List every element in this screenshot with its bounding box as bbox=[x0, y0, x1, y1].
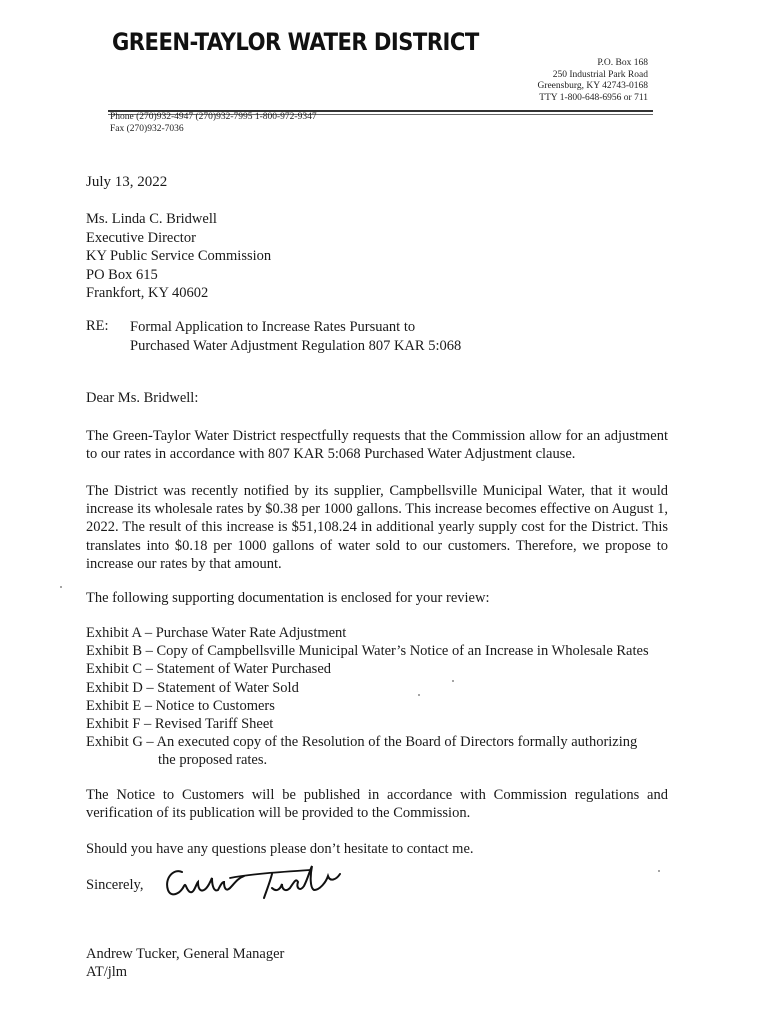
exhibit-item: Exhibit D – Statement of Water Sold bbox=[86, 679, 299, 696]
exhibit-item: Exhibit A – Purchase Water Rate Adjustment bbox=[86, 625, 347, 641]
exhibit-item: Exhibit B – Copy of Campbellsville Municipal Water’s Notice of an Increase in Wholesale Rates bbox=[86, 643, 649, 660]
fax-line: Fax (270)932-7036 bbox=[110, 123, 184, 134]
recipient-address bbox=[86, 210, 271, 303]
salutation: Dear Ms. Bridwell: bbox=[86, 390, 199, 406]
exhibit-item: Exhibit C – Statement of Water Purchased bbox=[86, 661, 332, 678]
address-line: TTY 1-800-648-6956 or 711 bbox=[539, 92, 648, 103]
exhibit-list bbox=[86, 624, 676, 770]
exhibit-item-g-continued: the proposed rates. bbox=[158, 752, 268, 769]
exhibit-item: Exhibit F – Revised Tariff Sheet bbox=[86, 716, 274, 733]
complimentary-close: Sincerely, bbox=[86, 877, 144, 893]
subject-text bbox=[130, 318, 461, 355]
recipient-line: Executive Director bbox=[86, 229, 196, 246]
address-line: P.O. Box 168 bbox=[597, 58, 648, 68]
exhibit-item: Exhibit E – Notice to Customers bbox=[86, 697, 275, 714]
address-line: 250 Industrial Park Road bbox=[552, 69, 648, 80]
paragraph-notice: The Notice to Customers will be published in accordance with Commission regulations and verification of its publication will be provided to the Commission. bbox=[86, 787, 668, 822]
scan-speck bbox=[418, 694, 420, 696]
paragraph-questions: Should you have any questions please don’t hesitate to contact me. bbox=[86, 841, 474, 857]
paragraph-request: The Green-Taylor Water District respectfully requests that the Commission allow for an adjustment to our rates in accordance with 807 KAR 5:068 Purchased Water Adjustment clause. bbox=[86, 428, 668, 463]
scan-speck bbox=[658, 870, 660, 872]
subject-line: Formal Application to Increase Rates Pursuant to bbox=[130, 319, 416, 335]
letterhead-phone bbox=[110, 112, 317, 135]
scan-speck bbox=[452, 680, 454, 682]
paragraph-notification: The District was recently notified by its supplier, Campbellsville Municipal Water, that it would increase its wholesale rates by $0.38 per 1000 gallons. This increase becomes effective on August 1, 2022. The result of this increase is $51,108.24 in additional yearly supply cost for the District. This translates into $0.18 per 1000 gallons of water sold to our customers. Therefore, we propose to increase our rates by that amount. bbox=[86, 483, 668, 572]
letterhead-organization: GREEN-TAYLOR WATER DISTRICT bbox=[112, 28, 479, 56]
typist-initials: AT/jlm bbox=[86, 964, 128, 980]
recipient-line: KY Public Service Commission bbox=[86, 248, 272, 264]
scan-speck bbox=[60, 586, 62, 588]
letter-date: July 13, 2022 bbox=[86, 174, 168, 190]
subject-line: Purchased Water Adjustment Regulation 807 KAR 5:068 bbox=[130, 337, 462, 354]
signer-name-title: Andrew Tucker, General Manager bbox=[86, 946, 285, 962]
exhibit-item-g: Exhibit G – An executed copy of the Resolution of the Board of Directors formally authorizing bbox=[86, 734, 638, 751]
letterhead-address bbox=[537, 58, 648, 104]
recipient-line: Frankfort, KY 40602 bbox=[86, 285, 209, 301]
subject-label: RE: bbox=[86, 318, 109, 334]
phone-line: Phone (270)932-4947 (270)932-7995 1-800-972-9347 bbox=[110, 112, 317, 122]
handwritten-signature bbox=[160, 852, 360, 904]
recipient-line: Ms. Linda C. Bridwell bbox=[86, 211, 217, 227]
recipient-line: PO Box 615 bbox=[86, 266, 158, 283]
paragraph-enclosed: The following supporting documentation is enclosed for your review: bbox=[86, 590, 490, 606]
address-line: Greensburg, KY 42743-0168 bbox=[537, 81, 648, 91]
